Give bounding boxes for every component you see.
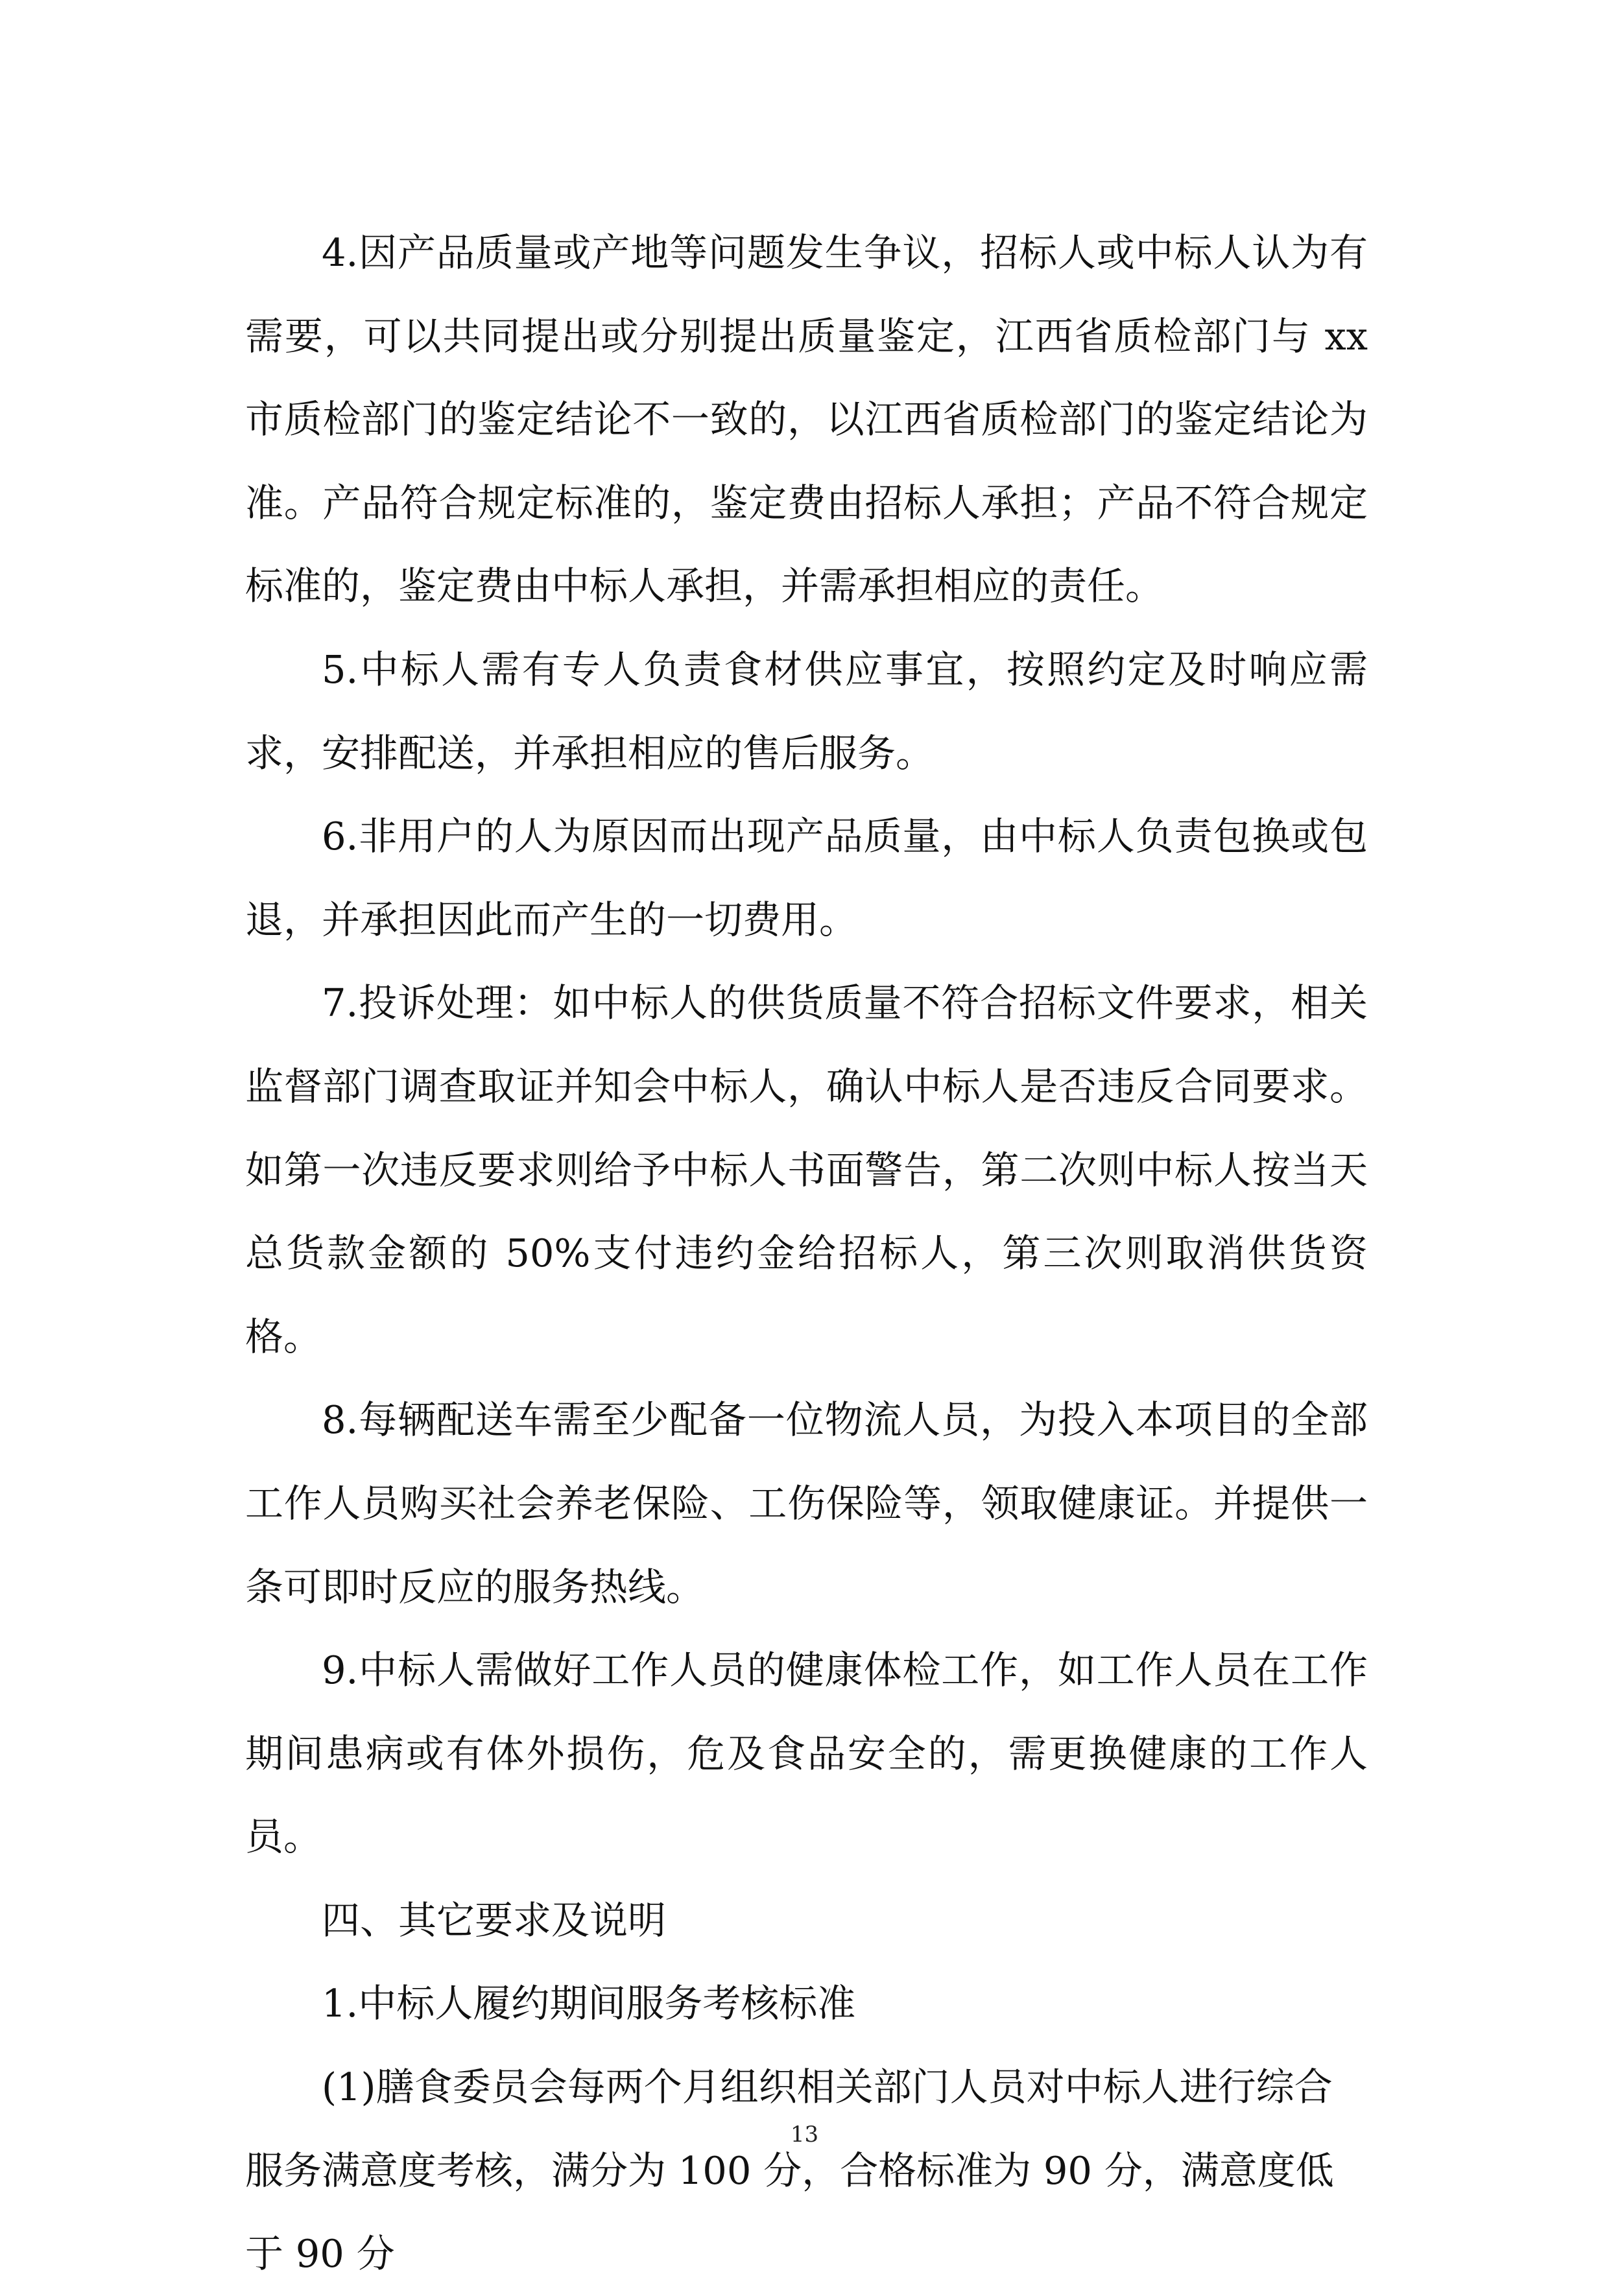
page-number: 13	[790, 2122, 819, 2148]
subsection-heading-1: 1.中标人履约期间服务考核标准	[322, 1981, 856, 2026]
paragraph-item-9: 9.中标人需做好工作人员的健康体检工作，如工作人员在工作期间患病或有体外损伤，危及食品安全的，需更换健康的工作人员。	[245, 1648, 1368, 1860]
paragraph-item-7: 7.投诉处理：如中标人的供货质量不符合招标文件要求，相关监督部门调查取证并知会中标人，确认中标人是否违反合同要求。如第一次违反要求则给予中标人书面警告，第二次则中标人按当天总货款金额的 50%支付违约金给招标人，第三次则取消供货资格。	[245, 980, 1368, 1359]
paragraph-item-5: 5.中标人需有专人负责食材供应事宜，按照约定及时响应需求，安排配送，并承担相应的售后服务。	[245, 646, 1368, 775]
paragraph-item-4: 4.因产品质量或产地等问题发生争议，招标人或中标人认为有需要，可以共同提出或分别提出质量鉴定，江西省质检部门与 xx 市质检部门的鉴定结论不一致的，以江西省质检部门的鉴定结论为准。产品符合规定标准的，鉴定费由招标人承担；产品不符合规定标准的，鉴定费由中标人承担，并需承担相应的责任。	[245, 230, 1368, 609]
paragraph-item-8: 8.每辆配送车需至少配备一位物流人员，为投入本项目的全部工作人员购买社会养老保险、工伤保险等，领取健康证。并提供一条可即时反应的服务热线。	[245, 1397, 1368, 1609]
paragraph-item-6: 6.非用户的人为原因而出现产品质量，由中标人负责包换或包退，并承担因此而产生的一切费用。	[245, 814, 1368, 942]
section-heading-4: 四、其它要求及说明	[322, 1897, 667, 1943]
document-body	[245, 211, 1368, 2296]
paragraph-subitem-1: (1)膳食委员会每两个月组织相关部门人员对中标人进行综合服务满意度考核，满分为 100 分，合格标准为 90 分，满意度低于 90 分	[245, 2065, 1334, 2277]
